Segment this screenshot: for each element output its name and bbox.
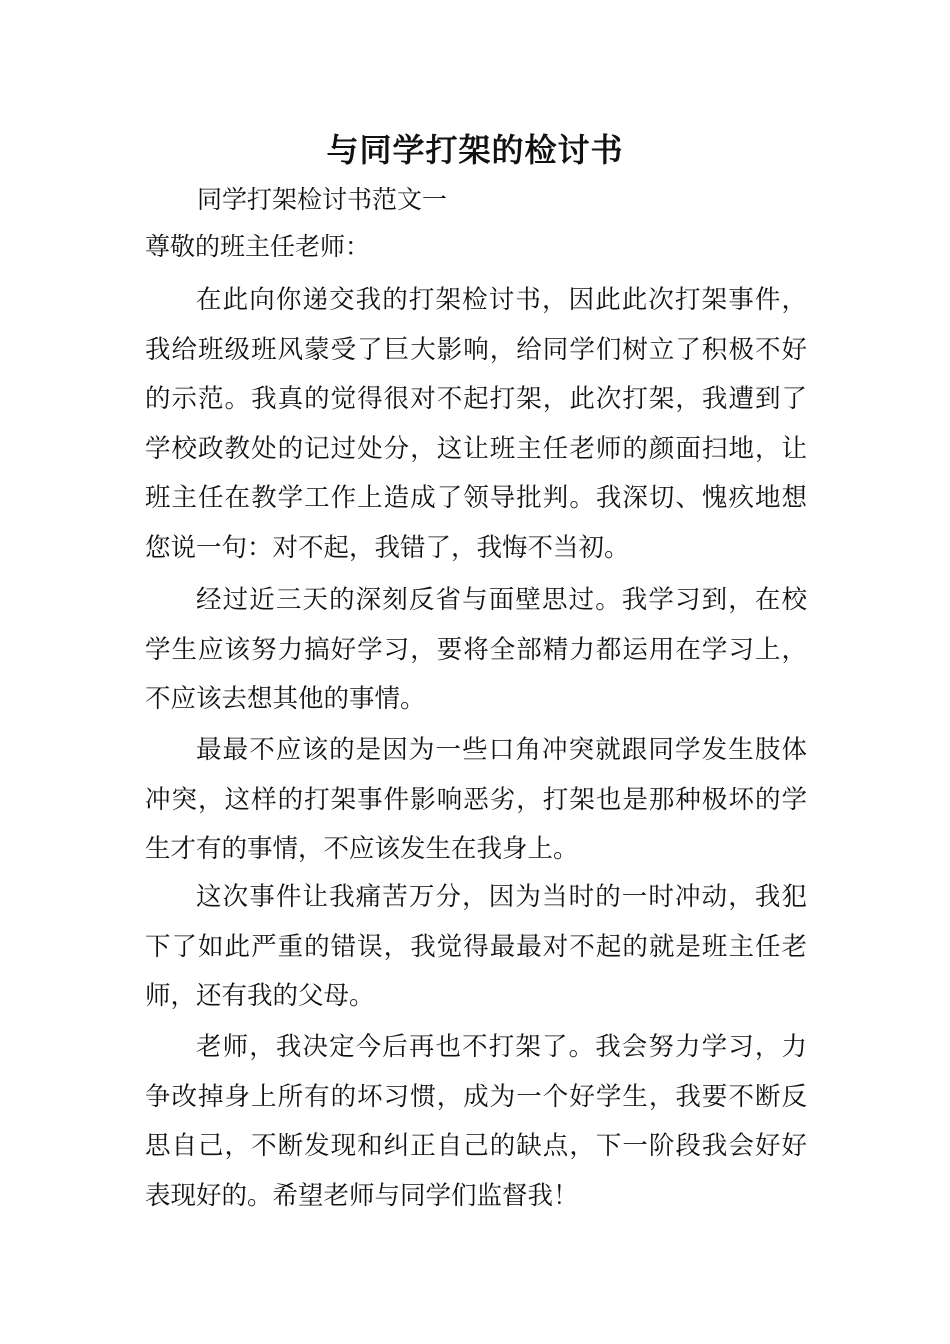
document-subtitle: 同学打架检讨书范文一 [197, 185, 448, 214]
body-paragraph-2: 经过近三天的深刻反省与面壁思过。我学习到，在校学生应该努力搞好学习，要将全部精力都运用在学习上，不应该去想其他的事情。 [145, 585, 807, 714]
body-paragraph-3: 最最不应该的是因为一些口角冲突就跟同学发生肢体冲突，这样的打架事件影响恶劣，打架也是那种极坏的学生才有的事情，不应该发生在我身上。 [145, 735, 807, 864]
body-paragraph-4: 这次事件让我痛苦万分，因为当时的一时冲动，我犯下了如此严重的错误，我觉得最最对不起的就是班主任老师，还有我的父母。 [145, 882, 807, 1011]
body-paragraph-5: 老师，我决定今后再也不打架了。我会努力学习，力争改掉身上所有的坏习惯，成为一个好学生，我要不断反思自己，不断发现和纠正自己的缺点，下一阶段我会好好表现好的。希望老师与同学们监督我！ [145, 1032, 807, 1211]
document-title: 与同学打架的检讨书 [326, 131, 624, 169]
salutation: 尊敬的班主任老师： [145, 232, 371, 261]
body-paragraph-1: 在此向你递交我的打架检讨书，因此此次打架事件，我给班级班风蒙受了巨大影响，给同学们树立了积极不好的示范。我真的觉得很对不起打架，此次打架，我遭到了学校政教处的记过处分，这让班主任老师的颜面扫地，让班主任在教学工作上造成了领导批判。我深切、愧疚地想您说一句：对不起，我错了，我悔不当初。 [145, 285, 807, 563]
